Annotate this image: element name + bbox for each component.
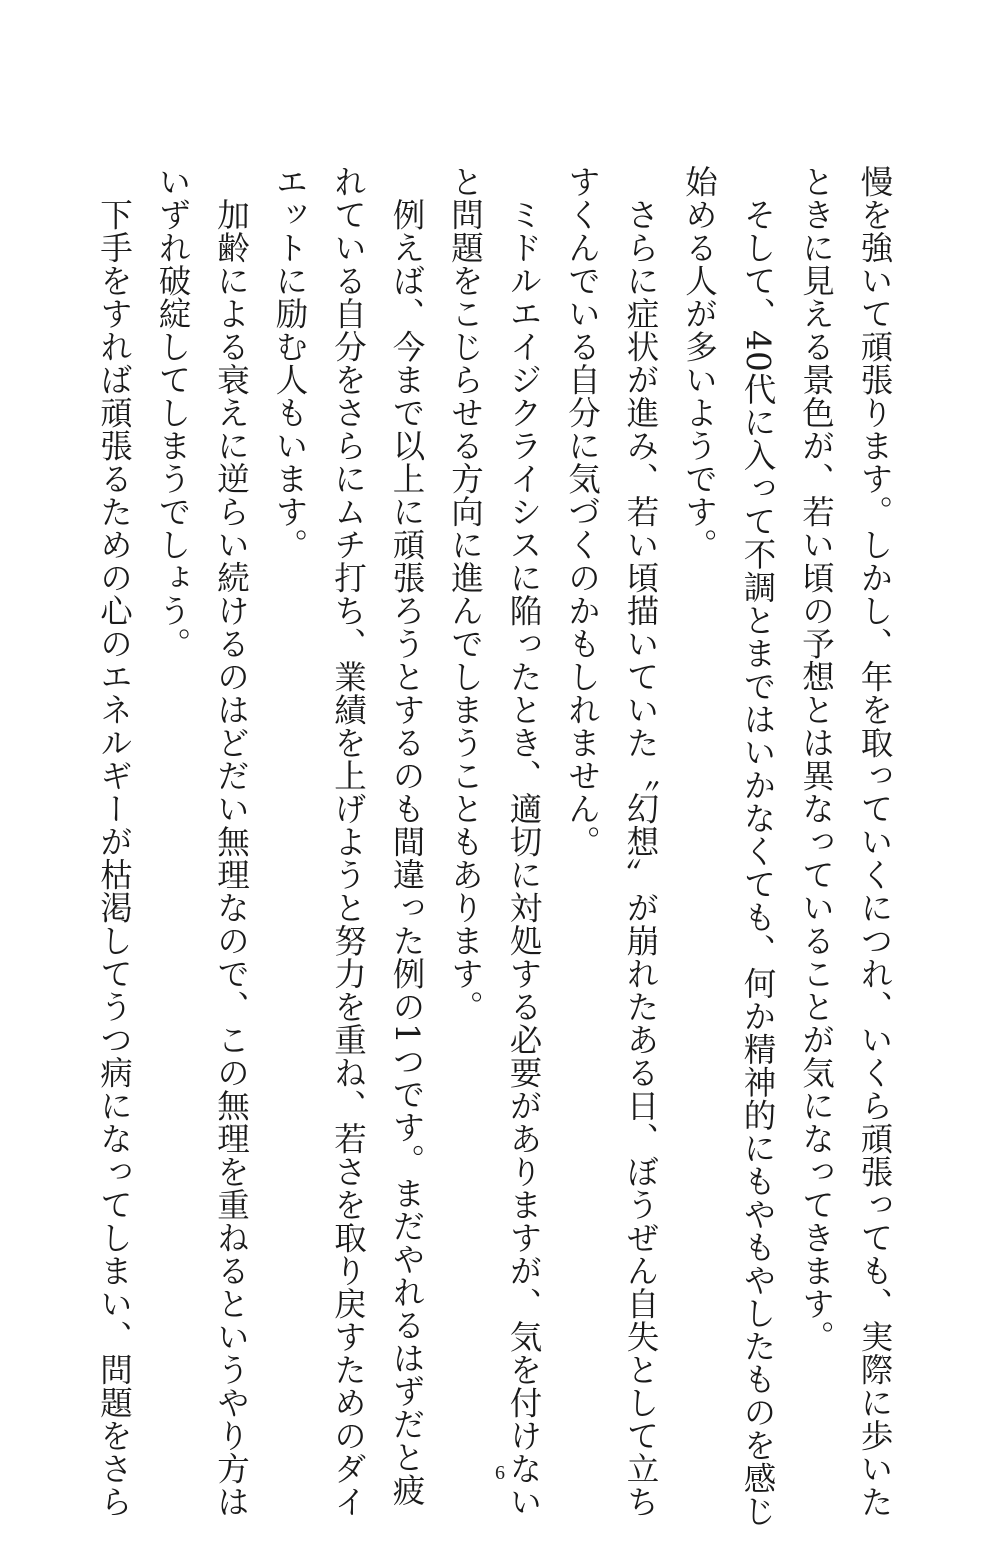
text-line: 慢を強いて頑張ります。しかし、年を取っていくにつれ、いくら頑張っても、実際に歩いた	[856, 165, 894, 1518]
text-line: ときに見える景色が、若い頃の予想とは異なっていることが気になってきます。	[797, 165, 836, 1353]
text-line: すくんでいる自分に気づくのかもしれません。	[563, 165, 602, 858]
text-line: と問題をこじらせる方向に進んでしまうこともあります。	[446, 165, 485, 1023]
text-line: 例えば、今まで以上に頑張ろうとするのも間違った例の1つです。まだやれるはずだと疲	[388, 165, 426, 1507]
text-line: いずれ破綻してしまうでしょう。	[154, 165, 192, 660]
text-line: れている自分をさらにムチ打ち、業績を上げようと努力を重ね、若さを取り戻すためのダイ	[329, 165, 368, 1518]
text-line: さらに症状が進み、若い頃描いていた〝幻想〟が崩れたある日、ぼうぜん自失として立ち	[622, 165, 660, 1518]
text-line: 始める人が多いようです。	[680, 165, 719, 561]
text-line: そして、40代に入って不調とまではいかなくても、何か精神的にもやもやしたものを感じ	[739, 165, 777, 1528]
text-line: 加齢による衰えに逆らい続けるのはどだい無理なので、この無理を重ねるというやり方は	[212, 165, 251, 1518]
text-line: 下手をすれば頑張るための心のエネルギーが枯渇してうつ病になってしまい、問題をさら	[95, 165, 134, 1518]
body-text	[85, 165, 904, 1528]
text-line: ミドルエイジクライシスに陥ったとき、適切に対処する必要がありますが、気を付けない	[505, 165, 543, 1518]
page-number: 6	[495, 1462, 505, 1484]
text-line: エットに励む人もいます。	[271, 165, 309, 561]
